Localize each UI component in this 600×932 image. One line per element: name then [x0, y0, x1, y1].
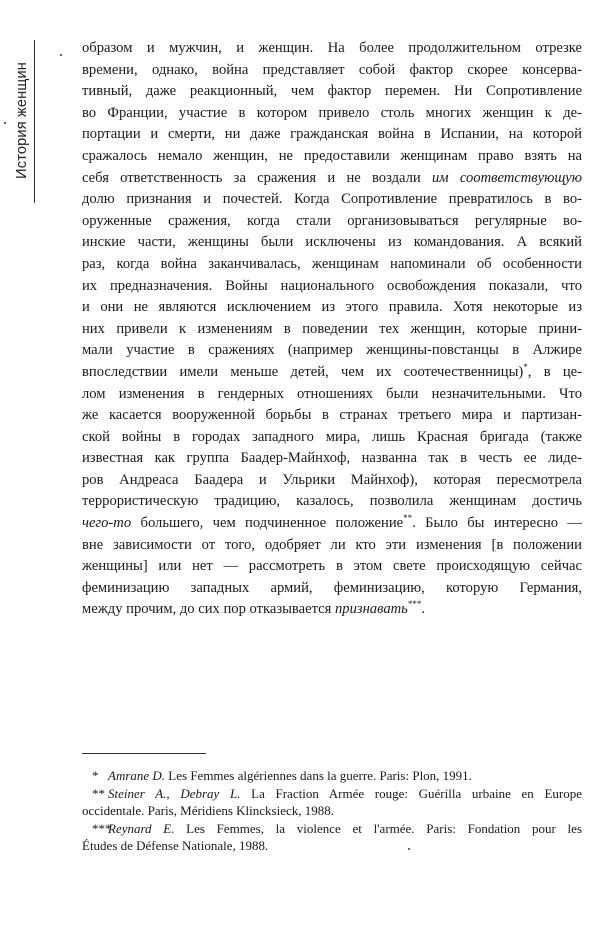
footnote-marker-1: *: [523, 362, 528, 373]
body-line: вне зависимости от того, одобряет ли кто эти изменения [в положении: [82, 536, 582, 553]
footnote-author: Steiner A., Debray L.: [108, 785, 241, 801]
body-text: [82, 38, 582, 621]
body-line: [82, 513, 582, 535]
italic-phrase: чего-то: [82, 515, 132, 532]
footnote-line: [82, 820, 582, 838]
body-line-text: себя ответственность за сражения и не воздали: [82, 169, 421, 186]
body-line: [82, 362, 582, 384]
running-head: [10, 40, 34, 200]
footnote-2: [82, 785, 582, 820]
body-line: феминизацию западных армий, феминизацию, которую Германия,: [82, 579, 582, 596]
body-line-text: .: [421, 601, 425, 618]
body-line-text: впоследствии имели меньше детей, чем их соотечественницы): [82, 363, 524, 380]
footnote-text: Les Femmes, la violence et l'armée. Paris: Fondation pour les: [174, 820, 583, 836]
footnote-marker-2: **: [403, 513, 413, 524]
body-line: инские части, женщины были исключены из командования. А всякий: [82, 234, 582, 251]
body-line: во Франции, участие в котором привело столь многих женщин к де-: [82, 104, 582, 121]
body-line: же касается вооруженной борьбы в странах третьего мира и партизан-: [82, 407, 582, 424]
body-line: ской войны в городах западного мира, лишь Красная бригада (также: [82, 428, 582, 445]
footnote-author: Amrane D.: [108, 768, 166, 783]
body-line: террористическую традицию, казалось, позволила женщинам достичь: [82, 493, 582, 510]
footnote-author: Reynard E.: [108, 820, 175, 836]
footnote-mark: ***: [92, 820, 112, 836]
body-line: лом изменения в гендерных отношениях были незначительными. Что: [82, 385, 582, 402]
footnote-separator: [82, 753, 206, 754]
body-line-text: между прочим, до сих пор отказывается: [82, 601, 332, 618]
body-line: их предназначения. Войны национального освобождения показали, что: [82, 277, 582, 294]
body-line: [82, 168, 582, 190]
body-line: тивный, даже реакционный, чем фактор перемен. Ни Сопротивление: [82, 83, 582, 100]
footnote-line: [82, 785, 582, 803]
running-head-rule: [34, 40, 35, 203]
body-line: долю признания и почестей. Когда Сопротивление превратилось в во-: [82, 191, 582, 208]
footnote-marker-3: ***: [407, 599, 422, 610]
body-line: женщины] или нет — рассмотреть в этом свете происходящую сейчас: [82, 558, 582, 575]
italic-phrase: им соответствующую: [432, 169, 582, 186]
body-line-text: . Было бы интересно —: [412, 515, 583, 532]
running-head-title: История женщин: [14, 61, 30, 179]
body-line: них привели к изменениям в поведении тех женщин, которые прини-: [82, 320, 582, 337]
footnote-line: occidentale. Paris, Méridiens Klincksieck, 1988.: [82, 803, 334, 819]
footnote-1: [82, 767, 582, 785]
body-line: раз, когда война заканчивалась, женщинам напоминали об особенности: [82, 255, 582, 272]
scan-speck: [408, 848, 410, 850]
body-line: мали участие в сражениях (например женщины-повстанцы в Алжире: [82, 342, 582, 359]
footnote-line: [82, 767, 582, 785]
italic-phrase: признавать: [334, 601, 408, 618]
footnote-text: La Fraction Armée rouge: Guérilla urbaine en Europe: [240, 785, 582, 801]
body-line: оруженные сражения, когда стали организовываться регулярные во-: [82, 212, 582, 229]
footnotes: [82, 767, 582, 855]
body-line: времени, однако, война представляет собой фактор скорее консерва-: [82, 61, 582, 78]
body-line-text: большего, чем подчиненное положение: [140, 515, 404, 532]
footnote-text: Les Femmes algériennes dans la guerre. Paris: Plon, 1991.: [165, 768, 472, 783]
body-line: портации и смерти, ни даже гражданская война в Испании, на которой: [82, 126, 582, 143]
body-line: [82, 599, 582, 621]
footnote-line: Études de Défense Nationale, 1988.: [82, 838, 269, 854]
footnote-mark: *: [92, 768, 99, 783]
scan-speck: [4, 122, 6, 124]
body-line: ров Андреаса Баадера и Ульрики Майнхоф), которая пересмотрела: [82, 471, 582, 488]
body-line: и они не являются исключением из этого правила. Хотя некоторые из: [82, 299, 582, 316]
body-line: сражалось немало женщин, не предоставили женщинам право взять на: [82, 147, 582, 164]
footnote-mark: **: [92, 785, 105, 801]
scan-speck: [60, 54, 62, 56]
body-line: образом и мужчин, и женщин. На более продолжительном отрезке: [82, 40, 582, 56]
body-line-text: , в це-: [527, 363, 582, 380]
body-line: известная как группа Баадер-Майнхоф, названна так в честь ее лиде-: [82, 450, 582, 467]
footnote-3: [82, 820, 582, 855]
